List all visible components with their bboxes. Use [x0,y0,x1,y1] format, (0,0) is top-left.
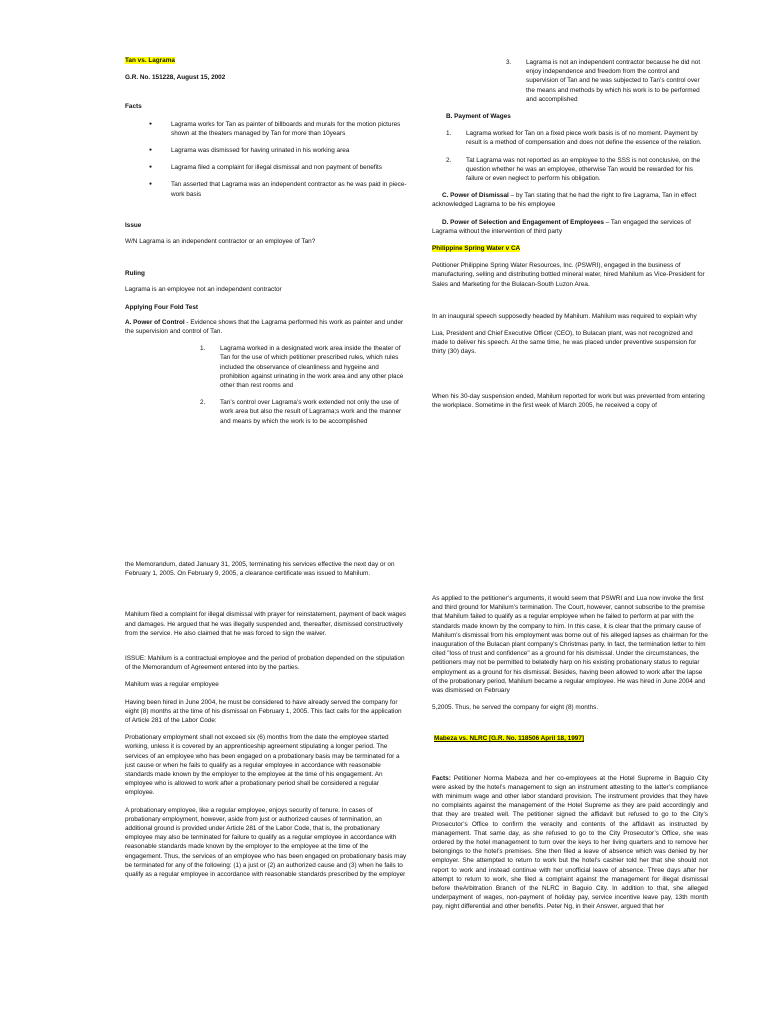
mabeza-facts-paragraph: Facts: Petitioner Norma Mabeza and her co-employees at the Hotel Supreme in Baguio City were asked by the hotel’s management to sign an instrument attesting to the latter’s compliance with minimum wage and other labor standard provision. The instrument provides that they have no complaints against the management of the Hotel Supreme as they are paid accordingly and that they are treated well. The petitioner signed the affidavit but refused to go to the City’s Prosecutor’s Office to confirm the veracity and contents of the affidavit as instructed by management. That same day, as she refused to go to the City Prosecutor’s Office, she was ordered by the hotel management to turn over the keys to her living quarters and to remove her belongings to the hotel’s premises. She then filed a leave of absence which was denied by her employer. She attempted to return to work but the hotel’s cashier told her that she should not report to work and instead continue with her unofficial leave of absence. Three days after her attempt to return to work, she filed a complaint against the management for illegal dismissal before theArbitration Branch of the NLRC in Baguio City. In addition to that, she alleged underpayment of wages, non-payment of holiday pay, service incentive leave pay, 13th month pay, night differential and other benefits. Peter Ng, in their Answer, argued that her [432,774,708,911]
issue-heading: Issue [125,221,142,229]
ruling-heading: Ruling [125,270,145,278]
power-of-selection-paragraph: D. Power of Selection and Engagement of Employees – Tan engaged the services of Lagrama without the intervention of third party [432,218,691,235]
hiring-paragraph: Having been hired in June 2004, he must be considered to have already served the company for eight (8) months at the time of his dismissal on February 1, 2005. This fact calls for the application of Article 281 of the Labor Code: [125,698,402,725]
case-title-tan: Tan vs. Lagrama [125,57,175,64]
control-item: 2. Tan’s control over Lagrama’s work extended not only the use of work area but also the result of Lagrama;s work and the manner and means by which the work is to be accomplished [200,399,402,425]
ruling-paragraph: Mahilum was a regular employee [125,681,219,689]
wages-item: 2. Tat Lagrama was not reported as an employee to the SSS is not conclusive, on the question whether he was an employee, otherwise Tan would be rewarded for his failure or even neglect to perform his obligation. [446,156,701,183]
right-bottom-column [432,594,708,912]
fact-item: ● Lagrama works for Tan as painter of billboards and murals for the motion pictures shown at the theaters managed by Tan for more than 10years [149,120,410,138]
issue-text: W/N Lagrama is an independent contractor or an employee of Tan? [125,238,316,246]
right-top-column [432,58,708,410]
left-bottom-column [125,560,407,879]
four-fold-test-heading: Applying Four Fold Test [125,303,199,311]
memorandum-paragraph: the Memorandum, dated January 31, 2005, terminating his services effective the next day or on February 1, 2005. On February 9, 2005, a clearance certificate was issued to Mahilum. [125,561,395,578]
facts-heading: Facts [125,103,142,111]
spring-water-paragraph: In an inaugural speech supposedly headed by Mahilum. Mahilum was required to explain why [432,312,697,320]
control-items [125,344,410,426]
wages-item: 1. Lagrama worked for Tan on a fixed piece work basis is of no moment. Payment by result is a method of compensation and does not define the essence of the relation. [446,130,702,147]
probationary-paragraph: A probationary employee, like a regular employee, enjoys security of tenure. In cases of probationary employment, however, aside from just or authorized causes of termination, an additional ground is provided under Article 281 of the Labor Code, that is, the probationary employee may also be terminated for failure to qualify as a regular employee in accordance with reasonable standards made known by the employer to the employee at the time of the engagement. Thus, the services of an employee who has been engaged on probationary basis may be terminated for any of the following: (1) a just or (2) an authorized cause and (3) when he fails to qualify as a regular employee in accordance with reasonable standards prescribed by the employer [125,806,407,879]
power-of-control-paragraph [125,318,410,336]
spring-water-paragraph: When his 30-day suspension ended, Mahilum reported for work but was prevented from entering the workplace. Sometime in the first week of March 2005, he received a copy of [432,392,705,409]
left-top-column [125,56,410,426]
spring-water-paragraph: Petitioner Philippine Spring Water Resources, Inc. (PSWRI), engaged in the business of manufacturing, selling and distributing bottled mineral water, hired Mahilum as Vice-President for Sales and Marketing for the Bulacan-South Luzon Area. [432,262,705,288]
service-paragraph: 5,2005. Thus, he served the company for eight (8) months. [432,704,599,712]
power-of-control-text: - Evidence shows that the Lagrama performed his work as painter and under the supervision and control of Tan. [125,318,404,336]
wages-items [432,129,708,183]
payment-of-wages-heading: B. Payment of Wages [446,113,511,121]
facts-list [125,120,410,199]
fact-item: ● Lagrama was dismissed for having urinated in his working area [149,146,410,155]
control-item: 3. Lagrama is not an independent contractor because he did not enjoy independence and freedom from the control and supervision of Tan and he was subjected to Tan’s control over the means and methods by which his work is to be performed and accomplished [506,59,701,103]
fact-item: ● Tan asserted that Lagrama was an independent contractor as he was paid in piece-work basis [149,180,410,198]
control-item-3-wrap [432,58,708,104]
fact-item: ● Lagrama filed a complaint for illegal dismissal and non payment of benefits [149,163,410,172]
control-item: 1. Lagrama worked in a designated work area inside the theater of Tan for the use of which petitioner prescribed rules, which rules included the observance of cleanliness and hygeine and prohibition against urinating in the work area and any other place other than rest rooms and [200,345,404,390]
complaint-paragraph: Mahilum filed a complaint for illegal dismissal with prayer for reinstatement, payment of back wages and damages. He argued that he was illegally suspended and, thereafter, dismissed constructively from the service. He also claimed that he was forced to sign the waiver. [125,611,406,637]
case-title-spring-water: Philippine Spring Water v CA [432,245,521,253]
power-of-control-label: A. Power of Control [125,318,185,326]
case-gr-number: G.R. No. 151228, August 15, 2002 [125,74,226,82]
ruling-text: Lagrama is an employee not an independent contractor [125,286,282,294]
case-title-mabeza: Mabeza vs. NLRC [G.R. No. 118506 April 18, 1997] [434,735,585,743]
issue-paragraph: ISSUE: Mahilum is a contractual employee and the period of probation depended on the stipulation of the Memorandum of Agreement entered into by the parties. [125,655,405,672]
spring-water-paragraph: Lua, President and Chief Executive Officer (CEO), to Bulacan plant, was not recognized and made to deliver his speech. At the same time, he was placed under preventive suspension for thirty (30) days. [432,330,697,356]
power-of-dismissal-paragraph: C. Power of Dismissal – by Tan stating that he had the right to fire Lagrama, Tan in effect acknowledged Lagrama to be his employee [432,192,697,209]
article-281-paragraph: Probationary employment shall not exceed six (6) months from the date the employee started working, unless it is covered by an apprenticeship agreement stipulating a longer period. The services of an employee who has been engaged on a probationary basis may be terminated for a just cause or when he fails to qualify as a regular employee in accordance with reasonable standards made known by the employer to the employee at the time of his engagement. An employee who is allowed to work after a probationary period shall be considered a regular employee. [125,734,400,797]
petitioner-arguments-paragraph: As applied to the petitioner’s arguments, it would seem that PSWRI and Lua now invoke the first and third ground for Mahilum’s termination. The Court, however, cannot subscribe to the premise that Mahilum failed to qualify as a regular employee when he failed to perform at par with the standards made known by the company to him. In this case, it is clear that the primary cause of Mahilum’s dismissal from his employment was borne out of his alleged lapses as chairman for the inauguration of the Bulacan plant company’s Christmas party. In fact, the termination letter to him cited "loss of trust and confidence" as a ground for his dismissal. Under the circumstances, the petitioners may not be permitted to belatedly harp on his existing probationary status to regular employment as a ground for his dismissal. Besides, having been allowed to work after the lapse of the probationary period, Mahilum became a regular employee. He was hired in June 2004 and was dismissed on February [432,595,708,695]
